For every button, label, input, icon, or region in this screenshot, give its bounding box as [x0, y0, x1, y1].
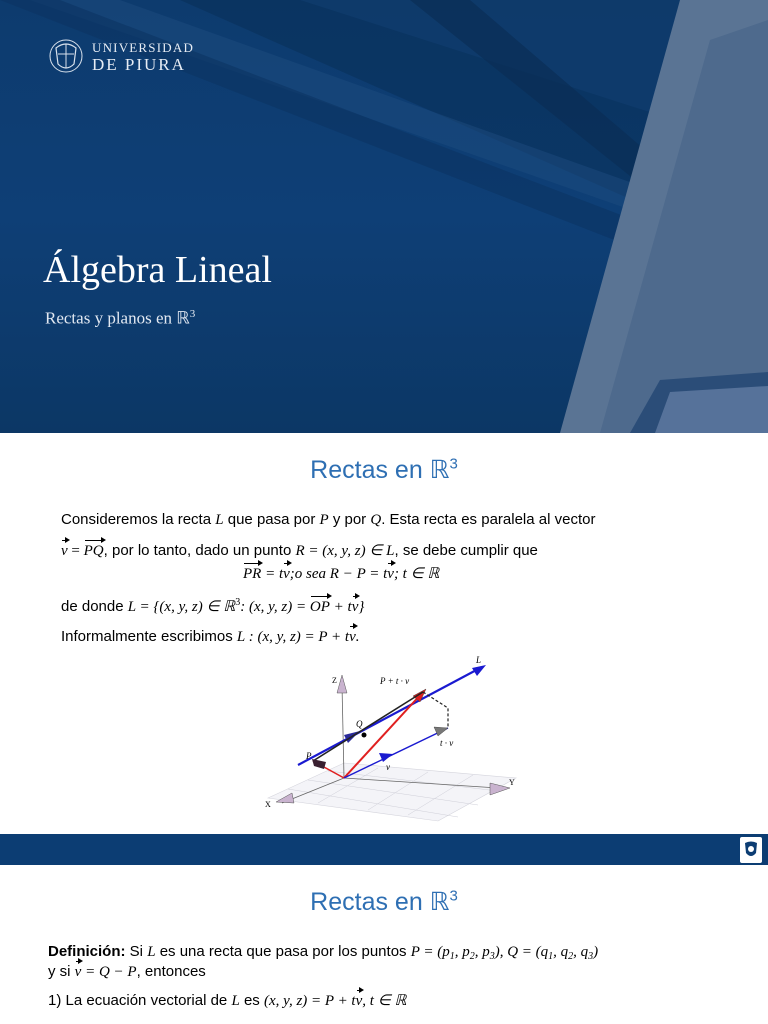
- math: = Q − P: [81, 964, 137, 980]
- math-exponent: 3: [235, 597, 241, 608]
- footer-logo: [740, 837, 762, 863]
- crest-icon: [743, 840, 759, 860]
- subscript: 2: [469, 951, 475, 962]
- math: , q: [573, 944, 589, 960]
- slide-rectas-definicion: [0, 865, 768, 1024]
- vector-v: v: [351, 599, 359, 615]
- text: , por lo tanto, dado un punto: [103, 542, 296, 559]
- math: ): [593, 944, 599, 960]
- text: 1) La ecuación vectorial de: [48, 992, 232, 1009]
- subscript: 3: [489, 951, 495, 962]
- slide-title-exponent: 3: [449, 455, 458, 473]
- vector-v: v: [349, 629, 356, 645]
- slide-title: [0, 455, 768, 485]
- presentation-subtitle: [45, 308, 195, 329]
- label-Q: Q: [356, 719, 363, 729]
- subscript: 3: [588, 951, 594, 962]
- subscript: 1: [449, 951, 455, 962]
- label-tv: t · v: [440, 738, 454, 748]
- line-3d-figure: [258, 653, 528, 823]
- presentation-title: Álgebra Lineal: [43, 249, 272, 291]
- math: , p: [454, 944, 470, 960]
- text: Si: [125, 943, 148, 960]
- text: . Esta recta es paralela al vector: [381, 511, 596, 528]
- math: (x, y, z) = P + t: [263, 993, 356, 1009]
- math-Q: Q = (q: [507, 944, 549, 960]
- math-line-eq: L : (x, y, z) = P + t: [236, 629, 350, 645]
- vector-v: v: [387, 566, 394, 582]
- paragraph-1: [61, 511, 595, 529]
- label-L: L: [476, 655, 482, 665]
- text: de donde: [61, 598, 128, 615]
- axis-z-arrow: [337, 675, 347, 693]
- slide-rectas-intro: [0, 433, 768, 865]
- math: , q: [553, 944, 569, 960]
- text: y por: [328, 511, 371, 528]
- subscript: 1: [548, 951, 554, 962]
- paragraph-2: [61, 541, 538, 560]
- text: y si: [48, 963, 75, 980]
- text: , entonces: [136, 963, 206, 980]
- slide-title: [0, 887, 768, 917]
- slide-title-text: Rectas en ℝ: [310, 888, 450, 916]
- slide-title-text: Rectas en ℝ: [310, 456, 450, 484]
- text: , se debe cumplir que: [394, 542, 538, 559]
- text: Informalmente escribimos: [61, 628, 237, 645]
- point-P-marker: [312, 759, 326, 769]
- math-L: L: [147, 944, 156, 960]
- math: ),: [494, 944, 508, 960]
- slide-title-exponent: 3: [449, 887, 458, 905]
- vector-v: v: [283, 566, 290, 582]
- logo-line-2: DE PIURA: [92, 55, 186, 74]
- math-set: L = {(x, y, z) ∈ ℝ: [127, 599, 236, 615]
- math: : (x, y, z) =: [240, 599, 310, 615]
- paragraph-5: [61, 628, 360, 646]
- math: = t: [261, 566, 284, 582]
- subscript: 2: [568, 951, 574, 962]
- label-X: X: [265, 800, 271, 809]
- math: , p: [474, 944, 490, 960]
- math-P: P: [319, 512, 329, 528]
- definition-line-2: [48, 963, 206, 981]
- text: que pasa por: [223, 511, 320, 528]
- subtitle-text: Rectas y planos en ℝ: [45, 308, 190, 328]
- math: , t ∈ ℝ: [362, 993, 407, 1009]
- crest-icon: [48, 34, 84, 78]
- vector-tv-arrow: [434, 727, 448, 736]
- text: es una recta que pasa por los puntos: [155, 943, 411, 960]
- logo-line-1: UNIVERSIDAD: [92, 40, 195, 55]
- math: + t: [329, 599, 352, 615]
- vector-PQ: PQ: [83, 543, 104, 559]
- math-L: L: [231, 993, 240, 1009]
- university-logo: [48, 34, 194, 78]
- paragraph-3: [243, 564, 439, 583]
- math-L: L: [215, 512, 224, 528]
- math-equals: =: [67, 543, 84, 559]
- item-1: [48, 991, 406, 1010]
- math: }: [358, 599, 365, 615]
- math-Q: Q: [370, 512, 382, 528]
- math: .: [355, 629, 360, 645]
- label-Y: Y: [509, 778, 515, 787]
- math: ; t ∈ ℝ: [393, 566, 440, 582]
- math-P: P = (p: [410, 944, 450, 960]
- definition-line-1: [48, 943, 598, 962]
- text: es: [239, 992, 264, 1009]
- point-Q: [362, 733, 367, 738]
- title-slide: [0, 0, 768, 433]
- paragraph-4: [61, 597, 364, 616]
- label-Z: Z: [332, 676, 337, 685]
- line-L-arrow: [472, 665, 486, 676]
- vector-v: v: [74, 964, 82, 980]
- vector-v: v: [355, 993, 363, 1009]
- vector-PR: PR: [243, 566, 262, 582]
- vector-OP: OP: [309, 599, 330, 615]
- label-P: P: [306, 751, 312, 761]
- label-v: v: [386, 762, 390, 772]
- text: Consideremos la recta: [61, 511, 216, 528]
- vector-v: v: [61, 543, 68, 559]
- footer-bar: [0, 834, 768, 865]
- math-R: R = (x, y, z) ∈ L: [295, 543, 395, 559]
- definition-label: Definición:: [48, 943, 126, 960]
- label-P-plus-tv: P + t · v: [380, 676, 410, 686]
- math: ;o sea R − P = t: [289, 566, 388, 582]
- subtitle-exponent: 3: [189, 308, 196, 320]
